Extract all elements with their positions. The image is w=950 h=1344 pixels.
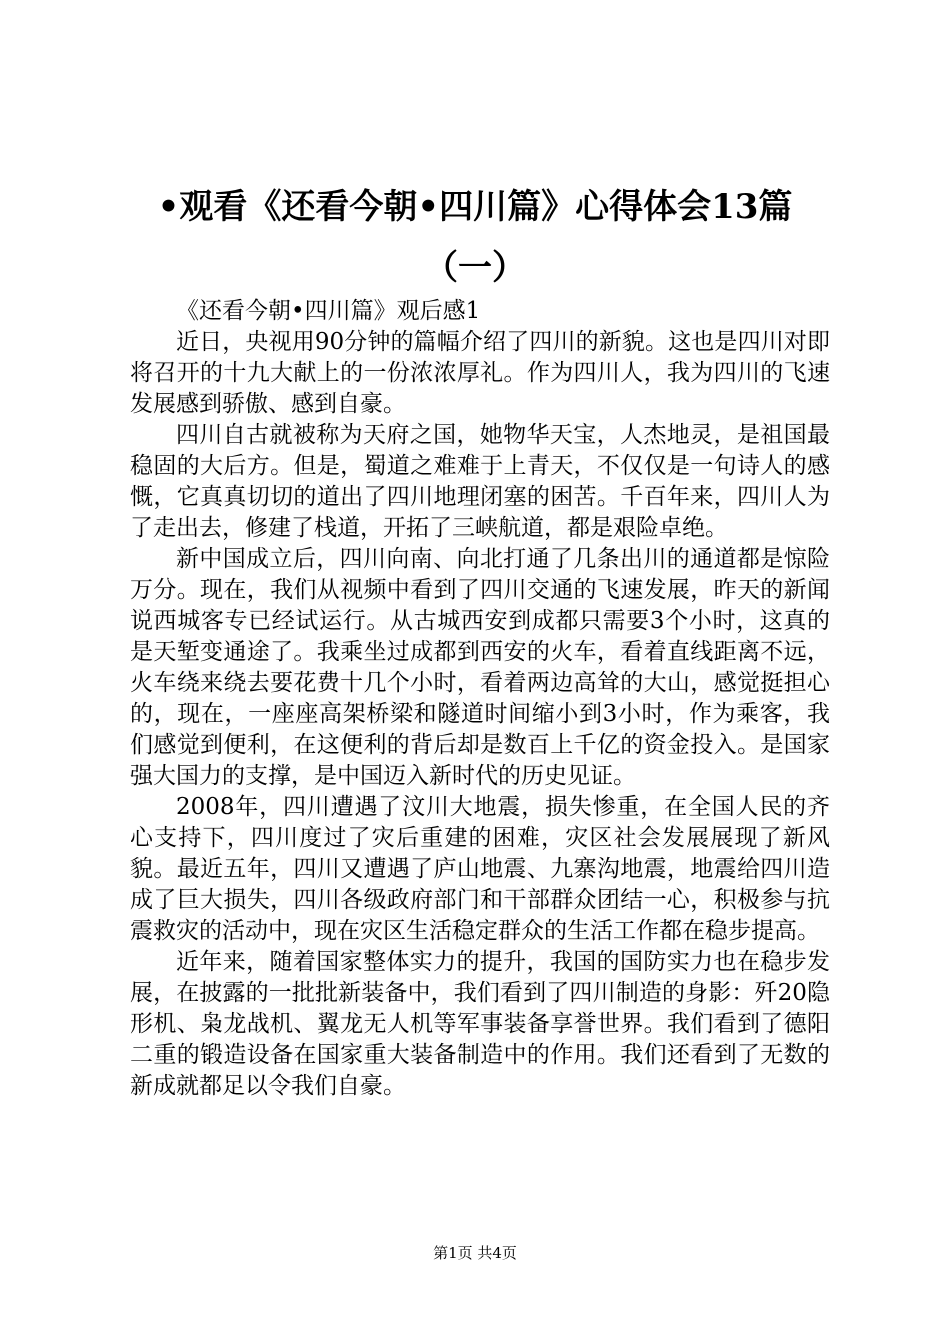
paragraph-5: 近年来，随着国家整体实力的提升，我国的国防实力也在稳步发展，在披露的一批批新装备中，我们看到了四川制造的身影：歼20隐形机、枭龙战机、翼龙无人机等军事装备享誉世界。我们看到了德阳二重的锻造设备在国家重大装备制造中的作用。我们还看到了无数的新成就都足以令我们自豪。 (130, 949, 830, 1099)
document-body (130, 296, 830, 1102)
section-subtitle: 《还看今朝•四川篇》观后感1 (176, 298, 481, 324)
paragraph-2: 四川自古就被称为天府之国，她物华天宝，人杰地灵，是祖国最稳固的大后方。但是，蜀道之难难于上青天，不仅仅是一句诗人的感慨，它真真切切的道出了四川地理闭塞的困苦。千百年来，四川人为了走出去，修建了栈道，开拓了三峡航道，都是艰险卓绝。 (130, 422, 830, 541)
paragraph-4: 2008年，四川遭遇了汶川大地震，损失惨重，在全国人民的齐心支持下，四川度过了灾后重建的困难，灾区社会发展展现了新风貌。最近五年，四川又遭遇了庐山地震、九寨沟地震，地震给四川造成了巨大损失，四川各级政府部门和干部群众团结一心，积极参与抗震救灾的活动中，现在灾区生活稳定群众的生活工作都在稳步提高。 (130, 794, 830, 944)
paragraph-3: 新中国成立后，四川向南、向北打通了几条出川的通道都是惊险万分。现在，我们从视频中看到了四川交通的飞速发展，昨天的新闻说西城客专已经试运行。从古城西安到成都只需要3个小时，这真的是天堑变通途了。我乘坐过成都到西安的火车，看着直线距离不远，火车绕来绕去要花费十几个小时，看着两边高耸的大山，感觉挺担心的，现在，一座座高架桥梁和隧道时间缩小到3小时，作为乘客，我们感觉到便利，在这便利的背后却是数百上千亿的资金投入。是国家强大国力的支撑，是中国迈入新时代的历史见证。 (130, 546, 830, 789)
document-title-line1: •观看《还看今朝•四川篇》心得体会13篇 (157, 187, 793, 227)
paragraph-1: 近日，央视用90分钟的篇幅介绍了四川的新貌。这也是四川对即将召开的十九大献上的一份浓浓厚礼。作为四川人，我为四川的飞速发展感到骄傲、感到自豪。 (130, 329, 830, 417)
page-number-footer: 第1页 共4页 (433, 1244, 517, 1262)
document-title-line2: （一） (424, 248, 526, 288)
